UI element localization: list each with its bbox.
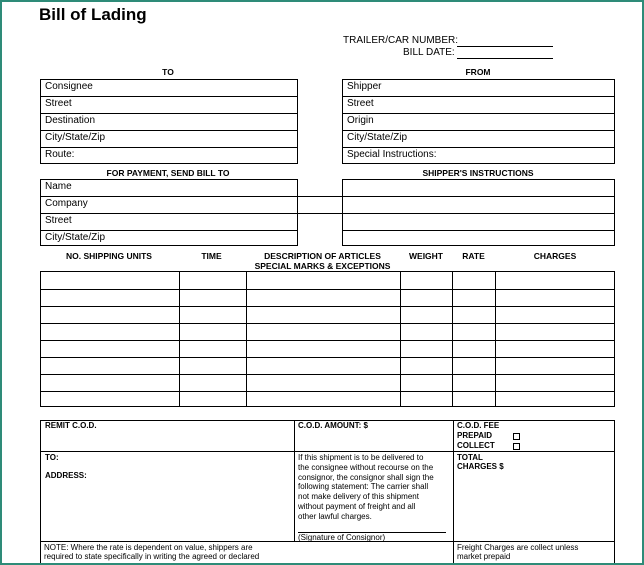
to-street-field[interactable]: Street [45,98,72,109]
signature-label: (Signature of Consignor) [298,533,386,542]
collect-label: COLLECT [457,441,495,450]
description-header-line2: SPECIAL MARKS & EXCEPTIONS [254,261,391,271]
cod-fee-label: C.O.D. FEE [457,421,500,430]
statement-line: consignor, the consignor shall sign the [298,472,434,482]
payment-company-field[interactable]: Company [45,198,88,209]
rate-header: RATE [462,251,485,261]
cod-to-label: TO: [45,453,59,462]
value-note-line: required to state specifically in writing the agreed or declared [44,552,260,561]
value-note-line: NOTE: Where the rate is dependent on value, shippers are [44,543,253,552]
consignor-statement [298,453,450,522]
statement-line: the consignee without recourse on the [298,462,434,472]
from-header: FROM [465,67,491,77]
bill-date-field[interactable] [457,47,553,59]
units-header: NO. SHIPPING UNITS [66,251,152,261]
page-title: Bill of Lading [39,5,147,24]
from-city-state-zip-field[interactable]: City/State/Zip [347,132,408,143]
shipper-instructions-box[interactable] [342,179,615,246]
shipper-instructions-header: SHIPPER'S INSTRUCTIONS [422,168,534,178]
description-header-line1: DESCRIPTION OF ARTICLES [264,251,381,261]
statement-line: following statement: The carrier shall [298,482,429,492]
special-instructions-field[interactable]: Special Instructions: [347,149,437,160]
payment-header: FOR PAYMENT, SEND BILL TO [106,168,230,178]
remit-cod-label: REMIT C.O.D. [45,421,97,430]
items-table [40,271,615,407]
freight-note-line: market prepaid [457,552,511,561]
origin-field[interactable]: Origin [347,115,374,126]
weight-header: WEIGHT [409,251,443,261]
to-city-state-zip-field[interactable]: City/State/Zip [45,132,106,143]
trailer-number-field[interactable] [457,35,553,47]
cod-address-label: ADDRESS: [45,471,87,480]
freight-note [457,543,578,561]
cod-amount-label: C.O.D. AMOUNT: $ [298,421,368,430]
route-field[interactable]: Route: [45,149,75,160]
bill-date-label: BILL DATE: [403,47,455,58]
total-charges-label-line1: TOTAL [457,453,483,462]
payment-name-field[interactable]: Name [45,181,72,192]
statement-line: If this shipment is to be delivered to [298,453,424,462]
from-street-field[interactable]: Street [347,98,374,109]
time-header: TIME [201,251,222,261]
prepaid-label: PREPAID [457,431,492,440]
shipper-field[interactable]: Shipper [347,81,382,92]
payment-city-state-zip-field[interactable]: City/State/Zip [45,232,106,243]
to-header: TO [162,67,174,77]
charges-header: CHARGES [533,251,577,261]
consignee-field[interactable]: Consignee [45,81,93,92]
freight-note-line: Freight Charges are collect unless [457,543,579,552]
total-charges-label-line2: CHARGES $ [457,462,504,471]
statement-line: without payment of freight and all [298,501,416,511]
prepaid-checkbox[interactable] [513,433,520,440]
to-box [40,79,298,164]
payment-street-field[interactable]: Street [45,215,72,226]
collect-checkbox[interactable] [513,443,520,450]
destination-field[interactable]: Destination [45,115,96,126]
statement-line: not make delivery of this shipment [298,492,419,502]
value-note [44,543,259,561]
from-box [342,79,615,164]
trailer-number-label: TRAILER/CAR NUMBER: [343,35,459,46]
payment-box [40,179,298,246]
statement-line: other lawful charges. [298,511,372,521]
